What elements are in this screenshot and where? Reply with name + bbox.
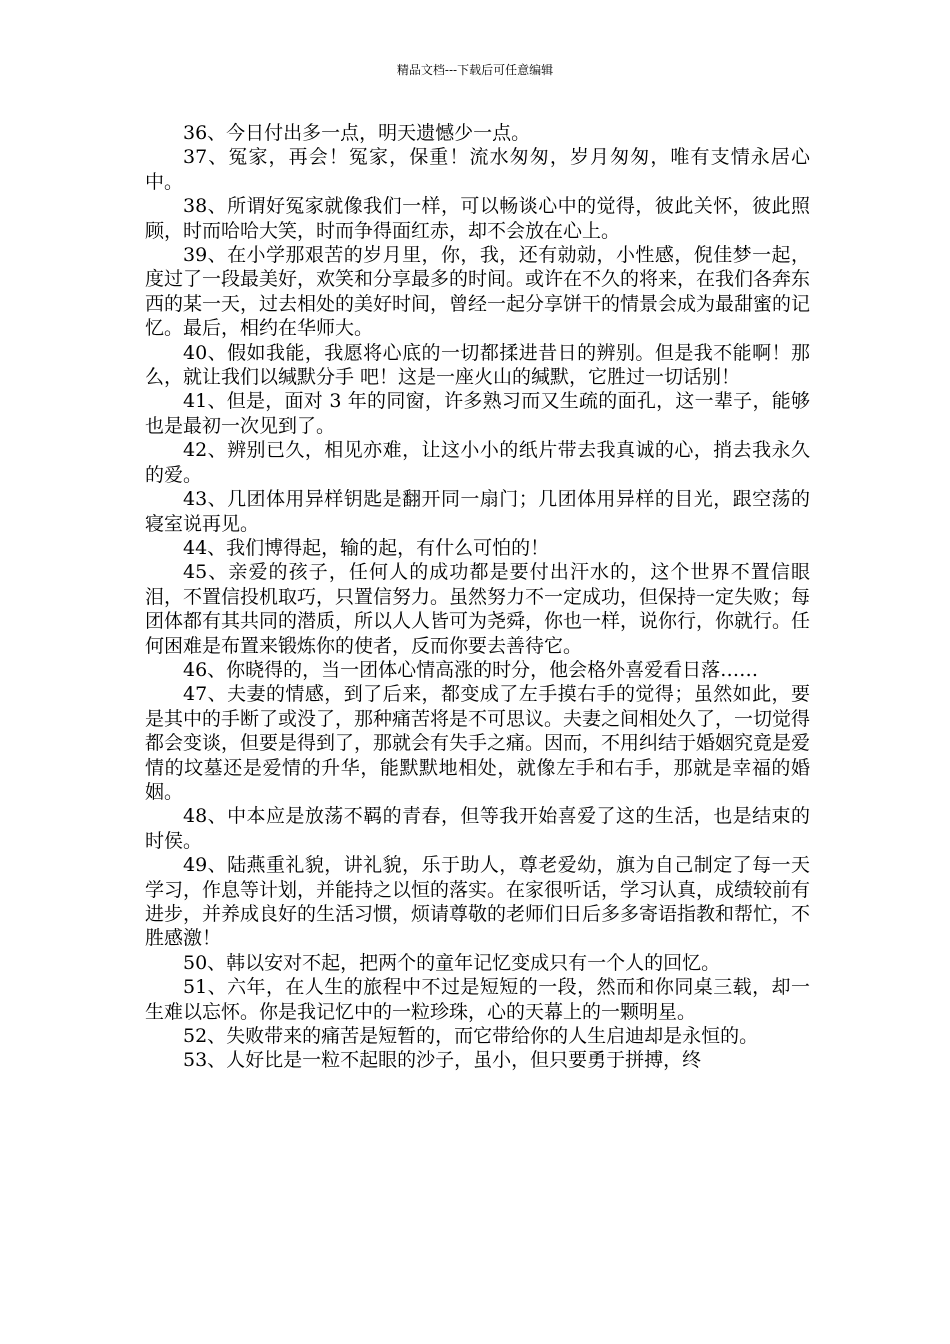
paragraph-50: 50、韩以安对不起，把两个的童年记忆变成只有一个人的回忆。 [183,951,721,974]
paragraph-44: 44、我们博得起，输的起，有什么可怕的！ [183,536,550,559]
paragraph-49: 49、陆燕重礼貌，讲礼貌，乐于助人，尊老爱幼，旗为自己制定了每一天学习，作息等计划，并能持之以恒的落实。在家很听话，学习认真，成绩较前有进步，并养成良好的生活习惯，烦请尊敬的老师们日后多多寄语指教和帮忙，不胜感激！ [145,854,811,950]
paragraph-43: 43、几团体用异样钥匙是翻开同一扇门；几团体用异样的目光，跟空荡的寝室说再见。 [145,488,810,535]
paragraph-38: 38、所谓好冤家就像我们一样，可以畅谈心中的觉得，彼此关怀，彼此照顾，时而哈哈大笑，时而争得面红赤，却不会放在心上。 [145,195,810,242]
paragraph-42: 42、辨别已久，相见亦难，让这小小的纸片带去我真诚的心，捎去我永久的爱。 [145,439,810,486]
paragraph-39: 39、在小学那艰苦的岁月里，你，我，还有勍勍，小性感，倪佳梦一起，度过了一段最美好，欢笑和分享最多的时间。或许在不久的将来，在我们各奔东西的某一天，过去相处的美好时间，曾经一起分享饼干的情景会成为最甜蜜的记忆。最后，相约在华师大。 [145,244,811,340]
paragraph-36: 36、今日付出多一点，明天遗憾少一点。 [183,122,531,144]
paragraph-37: 37、冤家，再会！冤家，保重！流水匆匆，岁月匆匆，唯有支情永居心中。 [145,146,810,193]
page-header: 精品文档---下载后可任意编辑 [396,63,554,77]
paragraph-46: 46、你晓得的，当一团体心情高涨的时分，他会格外喜爱看日落…… [183,658,759,681]
paragraph-47: 47、夫妻的情感，到了后来，都变成了左手摸右手的觉得；虽然如此，要是其中的手断了或没了，那种痛苦将是不可思议。夫妻之间相处久了，一切觉得都会变谈，但要是得到了，那就会有失手之痛。因而，不用纠结于婚姻究竟是爱情的坟墓还是爱情的升华，能默默地相处，就像左手和右手，那就是幸福的婚姻。 [145,683,811,803]
paragraph-45: 45、亲爱的孩子，任何人的成功都是要付出汗水的，这个世界不置信眼泪，不置信投机取巧，只置信努力。虽然努力不一定成功，但保持一定失败；每团体都有其共同的潜质，所以人人皆可为尧舜，你也一样，说你行，你就行。任何困难是布置来锻炼你的使者，反而你要去善待它。 [145,561,811,657]
paragraph-41: 41、但是，面对 3 年的同窗，许多熟习而又生疏的面孔，这一辈子，能够也是最初一次见到了。 [145,390,810,437]
paragraph-48: 48、中本应是放荡不羁的青春，但等我开始喜爱了这的生活，也是结束的时侯。 [145,805,810,852]
paragraph-51: 51、六年，在人生的旅程中不过是短短的一段，然而和你同桌三载，却一生难以忘怀。你是我记忆中的一粒珍珠，心的天幕上的一颗明星。 [145,976,810,1023]
paragraph-40: 40、假如我能，我愿将心底的一切都揉进昔日的辨别。但是我不能啊！那么，就让我们以缄默分手 吧！这是一座火山的缄默，它胜过一切话别！ [145,341,810,389]
paragraph-52: 52、失败带来的痛苦是短暂的，而它带给你的人生启迪却是永恒的。 [183,1025,759,1048]
paragraph-53: 53、人好比是一粒不起眼的沙子，虽小，但只要勇于拼搏，终 [183,1049,702,1072]
document-body [145,121,810,1073]
